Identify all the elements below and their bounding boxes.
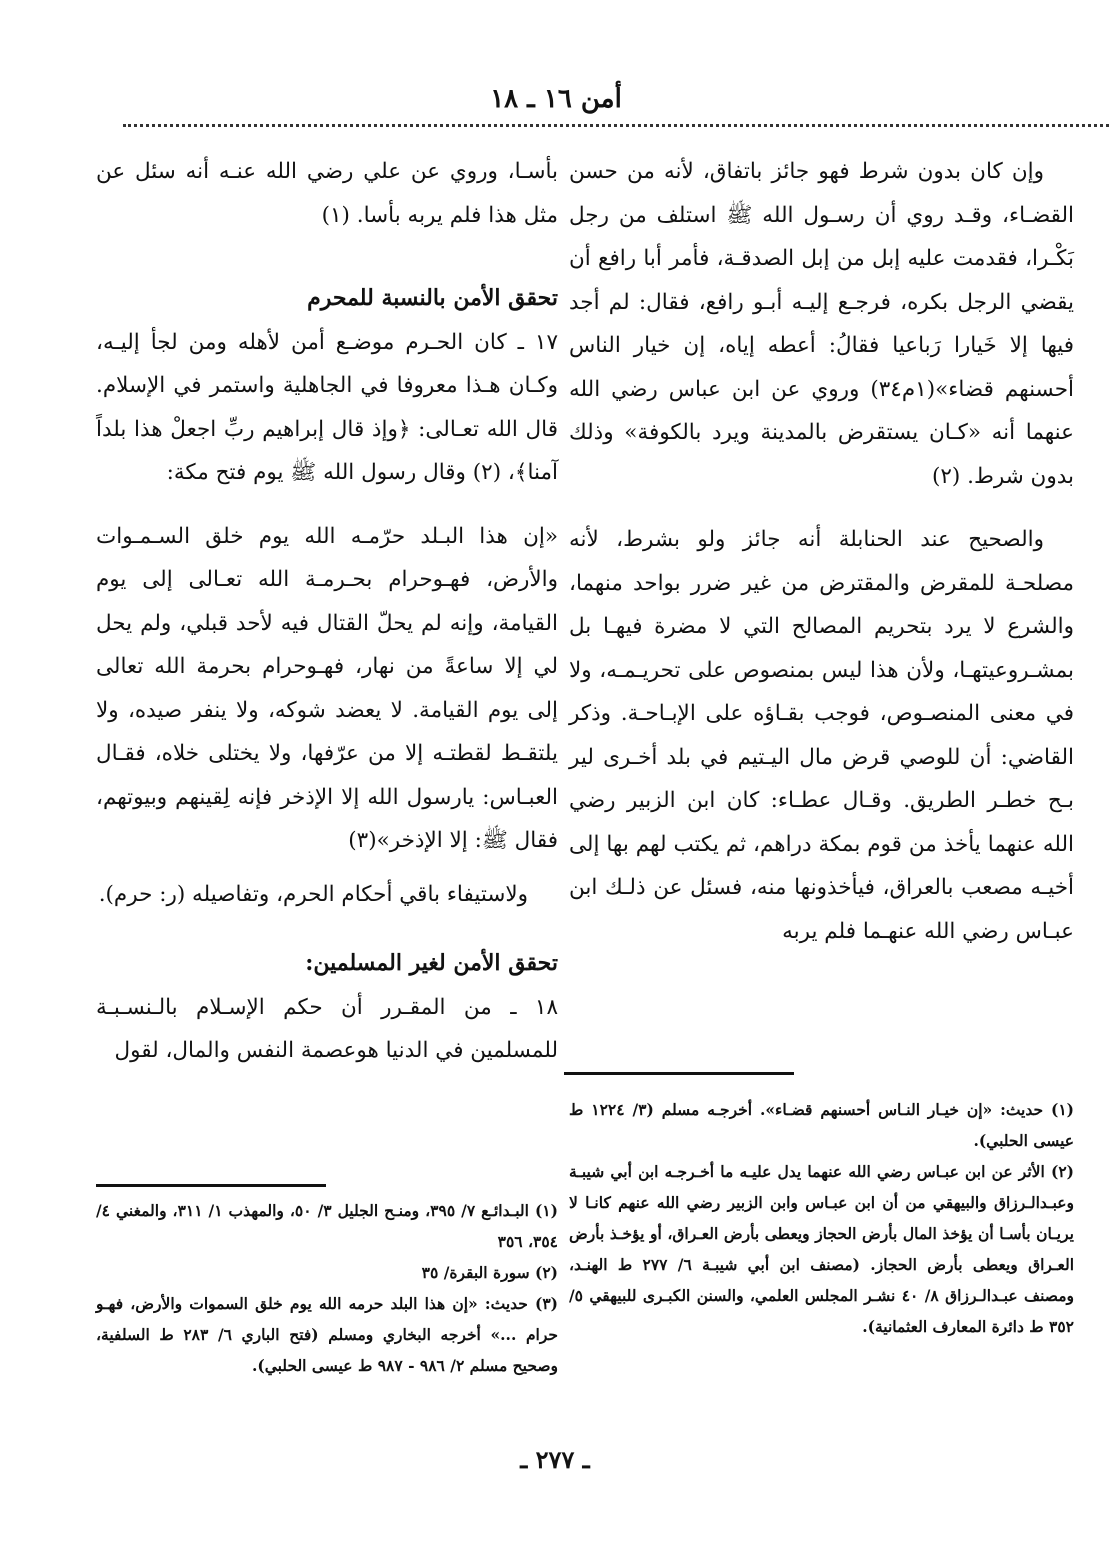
paragraph: والصحيح عند الحنابلة أنه جائز ولو بشرط، لأنه مصلحـة للمقرض والمقترض من غير ضرر بواحد منهما، والشرع لا يرد بتحريم المصالح التي لا مضرة فيهـا بل بمشـروعيتهـا، ولأن هذا ليس بمنصوص على تحريـمـه، ولا في معنى المنصـوص، فوجب بقـاؤه على الإبـاحـة. وذكر القاضي: أن للوصي قرض مال اليـتيم في بلد أخـرى لير بـح خطـر الطريق. وقـال عطـاء: كان ابن الزبير رضي الله عنهما يأخذ من قوم بمكة دراهم، ثم يكتب لهم بها إلى أخيـه مصعب بالعراق، فيأخذونها منه، فسئل عن ذلـك ابن عبـاس رضي الله عنهـما فلم يربه xyxy=(569,527,1074,944)
section-gap xyxy=(96,237,558,277)
right-column xyxy=(569,150,1075,1336)
left-column xyxy=(96,150,558,1375)
paragraph: ١٧ ـ كان الحـرم موضـع أمن لأهله ومن لجأ إليـه، وكـان هـذا معروفا في الجاهلية واستمر في الإسلام. قال الله تعـالى: ﴿وإذ قال إبراهيم ربِّ اجعلْ هذا بلداً آمنا﴾، (٢) وقال رسول الله ﷺ يوم فتح مكة: xyxy=(96,329,558,485)
footnote: (٢) الأثر عن ابن عبـاس رضي الله عنهما يدل عليـه ما أخـرجـه ابن أبي شيبـة وعبـدالـرزاق والبيهقي من أن ابن عبـاس وابن الزبير رضي الله عنهم كانـا لا يريـان بأسـا أن يؤخذ المال بأرض الحجاز ويعطى بأرض العـراق، أو يؤخـذ بأرض العـراق ويعطى بأرض الحجاز. (مصنف ابن أبي شيبـة ٦/ ٢٧٧ ط الهنـد، ومصنف عبـدالـرزاق ٨/ ٤٠ نشـر المجلس العلمي، والسنن الكبـرى للبيهقي ٥/ ٣٥٢ ط دائرة المعارف العثمانية). xyxy=(569,1162,1074,1336)
paragraph-gap xyxy=(96,863,558,873)
footnote-rule xyxy=(96,1184,326,1187)
section-gap xyxy=(96,916,558,942)
paragraph: ولاستيفاء باقي أحكام الحرم، وتفاصيله (ر: حرم). xyxy=(98,881,528,907)
footnote: (٢) سورة البقرة/ ٣٥ xyxy=(421,1263,558,1282)
paragraph-gap xyxy=(569,498,1074,518)
section-heading: تحقق الأمن بالنسبة للمحرم xyxy=(307,285,558,311)
page-number: ـ ٢٧٧ ـ xyxy=(520,1445,590,1474)
paragraph-gap xyxy=(96,495,558,515)
footnote: (١) البـدائـع ٧/ ٣٩٥، ومنـح الجليل ٣/ ٥٠، والمهذب ١/ ٣١١، والمغني ٤/ ٣٥٤، ٣٥٦ xyxy=(96,1201,558,1251)
footnotes xyxy=(96,1195,558,1381)
footnote: (١) حديث: «إن خيـار النـاس أحسنهم قضـاء». أخرجـه مسلم (٣/ ١٢٢٤ ط عيسى الحلبي). xyxy=(569,1100,1075,1150)
paragraph: بأسـا، وروي عن علي رضي الله عنـه أنه سئل عن مثل هذا فلم يربه بأسا. (١) xyxy=(96,159,558,228)
section-heading: تحقق الأمن لغير المسلمين: xyxy=(305,950,558,976)
footnote-rule xyxy=(564,1072,794,1075)
header-dotted-rule xyxy=(123,124,1109,127)
quote-paragraph: «إن هذا البـلد حرّمـه الله يوم خلق السـمـوات والأرض، فهـوحرام بحـرمـة الله تعـالى إلى يوم القيامة، وإنه لم يحلّ القتال فيه لأحد قبلي، ولم يحل لي إلا ساعةً من نهار، فهـوحرام بحرمة الله تعالى إلى يوم القيامة. لا يعضد شوكه، ولا ينفر صيده، ولا يلتقـط لقطتـه إلا من عرّفها، ولا يختلى خلاه، فقـال العبـاس: يارسول الله إلا الإذخر فإنه لِقينهم وبيوتهم، فقال ﷺ: إلا الإذخر»(٣) xyxy=(96,523,558,853)
paragraph: وإن كان بدون شرط فهو جائز باتفاق، لأنه من حسن القضـاء، وقـد روي أن رسـول الله ﷺ استلف من رجل بَكْـرا، فقدمت عليه إبل من إبل الصدقـة، فأمر أبا رافع أن يقضي الرجل بكره، فرجـع إليـه أبـو رافع، فقال: لم أجد فيها إلا خَيارا رَباعيا فقالُ: أعطه إياه، إن خيار الناس أحسنهم قضاء»(١م٣٤) وروي عن ابن عباس رضي الله عنهما أنه «كـان يستقرض بالمدينة ويرد بالكوفة» وذلك بدون شرط. (٢) xyxy=(569,159,1074,489)
footnotes xyxy=(569,1094,1074,1342)
paragraph: ١٨ ـ من المقـرر أن حكم الإسـلام بالـنسـبـة للمسلمين في الدنيا هوعصمة النفس والمال، لقول xyxy=(96,994,558,1063)
footnote: (٣) حديث: «إن هذا البلد حرمه الله يوم خلق السموات والأرض، فهـو حرام ...» أخرجه البخاري ومسلم (فتح الباري ٦/ ٢٨٣ ط السلفية، وصحيح مسلم ٢/ ٩٨٦ - ٩٨٧ ط عيسى الحلبي). xyxy=(96,1294,558,1375)
running-head: أمن ١٦ ـ ١٨ xyxy=(490,84,622,114)
